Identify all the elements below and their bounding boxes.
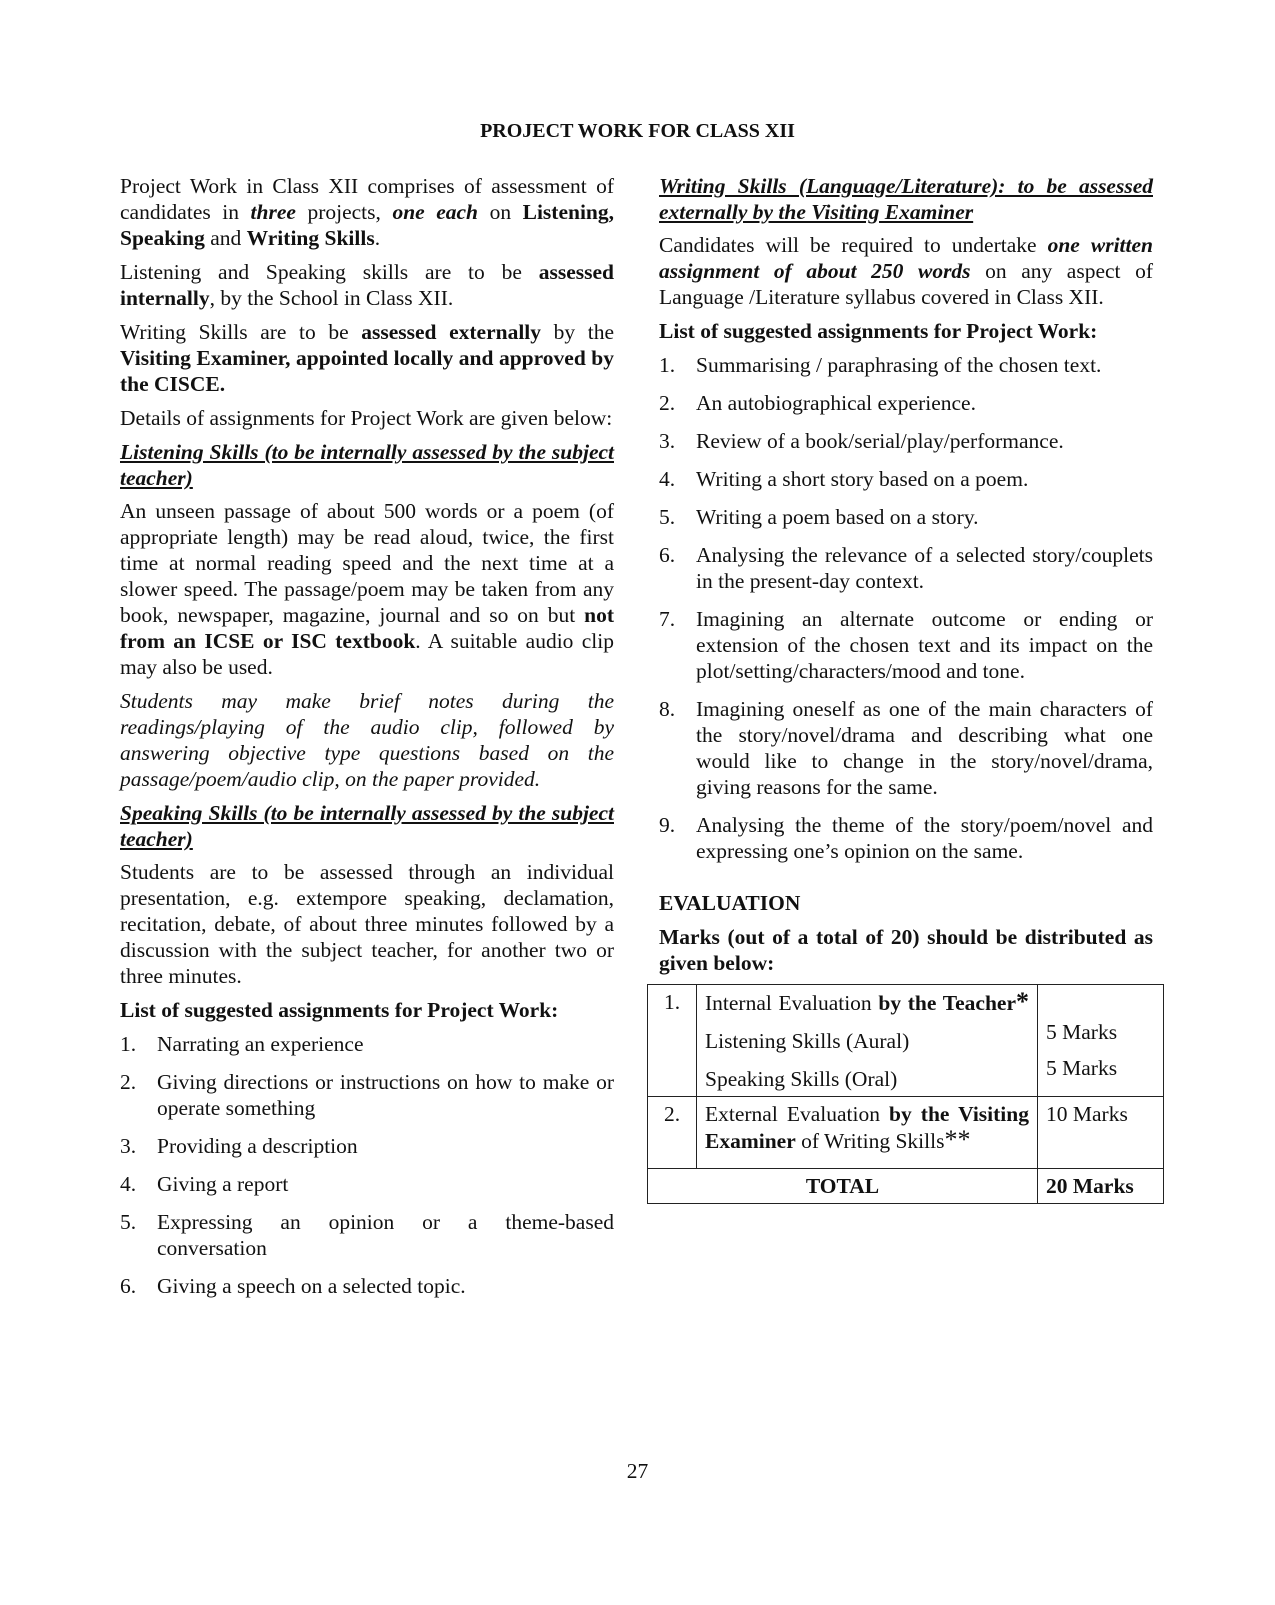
external-marks-cell: 10 Marks — [1038, 1097, 1164, 1169]
internal-evaluation-cell: Internal Evaluation by the Teacher* Listening Skills (Aural) Speaking Skills (Oral) — [697, 985, 1038, 1097]
external-evaluation-cell: External Evaluation by the Visiting Examiner of Writing Skills** — [697, 1097, 1038, 1169]
writing-skills-heading: Writing Skills (Language/Literature): to be assessed externally by the Visiting Examiner — [659, 174, 1153, 224]
listening-note-paragraph: Students may make brief notes during the readings/playing of the audio clip, followed by answering objective type questions based on the passage/poem/audio clip, on the paper provided. — [120, 689, 614, 791]
left-column — [120, 173, 614, 1311]
marks-heading: Marks (out of a total of 20) should be distributed as given below: — [659, 925, 1153, 975]
list-item: 8. Imagining oneself as one of the main characters of the story/novel/drama and describing what one would like to change in the story/novel/drama, giving reasons for the same. — [659, 697, 1153, 799]
listening-skills-paragraph: An unseen passage of about 500 words or a poem (of appropriate length) may be read aloud, twice, the first time at normal reading speed and the next time at a slower speed. The passage/poem may be taken from any book, newspaper, magazine, journal and so on but not from an ICSE or ISC textbook. A suitable audio clip may also be used. — [120, 499, 614, 679]
internal-marks-cell — [1038, 985, 1164, 1097]
page-title: PROJECT WORK FOR CLASS XII — [480, 120, 795, 142]
right-assignments-heading: List of suggested assignments for Project Work: — [659, 319, 1098, 343]
table-row — [648, 1169, 1164, 1204]
row-number: 1. — [648, 985, 697, 1097]
list-item: 5. Writing a poem based on a story. — [659, 505, 979, 529]
table-row — [648, 1097, 1164, 1169]
intro-paragraph: Project Work in Class XII comprises of assessment of candidates in three projects, one each on Listening, Speaking and Writing Skills. — [120, 174, 615, 250]
speaking-skills-subrow: Speaking Skills (Oral) — [705, 1067, 898, 1091]
total-marks: 20 Marks — [1038, 1169, 1164, 1204]
speaking-skills-heading: Speaking Skills (to be internally assessed by the subject teacher) — [120, 801, 614, 851]
speaking-skills-paragraph: Students are to be assessed through an individual presentation, e.g. extempore speaking, declamation, recitation, debate, of about three minutes followed by a discussion with the subject teacher, for another two or three minutes. — [120, 860, 614, 988]
row-number: 2. — [648, 1097, 697, 1169]
left-assignments-heading: List of suggested assignments for Project Work: — [120, 998, 559, 1022]
list-item: 1. Summarising / paraphrasing of the chosen text. — [659, 353, 1102, 377]
total-label: TOTAL — [648, 1169, 1038, 1204]
external-assessment-paragraph: Writing Skills are to be assessed externally by the Visiting Examiner, appointed locally and approved by the CISCE. — [120, 320, 614, 396]
list-item: 3. Review of a book/serial/play/performance. — [659, 429, 1064, 453]
list-item: 4. Giving a report — [120, 1172, 289, 1196]
evaluation-table — [647, 984, 1164, 1204]
listening-skills-heading: Listening Skills (to be internally assessed by the subject teacher) — [120, 440, 614, 490]
internal-assessment-paragraph: Listening and Speaking skills are to be assessed internally, by the School in Class XII. — [120, 260, 614, 310]
listening-skills-subrow: Listening Skills (Aural) — [705, 1029, 910, 1053]
list-item: 6. Giving a speech on a selected topic. — [120, 1274, 466, 1298]
list-item: 9. Analysing the theme of the story/poem/novel and expressing one’s opinion on the same. — [659, 813, 1153, 863]
list-item: 3. Providing a description — [120, 1134, 358, 1158]
list-item: 1. Narrating an experience — [120, 1032, 364, 1056]
list-item: 2. An autobiographical experience. — [659, 391, 976, 415]
listening-marks: 5 Marks — [1046, 1020, 1118, 1044]
table-row — [648, 985, 1164, 1097]
list-item: 2. Giving directions or instructions on how to make or operate something — [120, 1070, 614, 1120]
left-assignments-list — [120, 1031, 614, 1299]
page-number: 27 — [626, 1459, 649, 1483]
list-item: 4. Writing a short story based on a poem. — [659, 467, 1029, 491]
speaking-marks: 5 Marks — [1046, 1056, 1118, 1080]
list-item: 7. Imagining an alternate outcome or ending or extension of the chosen text and its impact on the plot/setting/characters/mood and tone. — [659, 607, 1153, 683]
right-column — [659, 173, 1153, 1204]
list-item: 6. Analysing the relevance of a selected story/couplets in the present-day context. — [659, 543, 1153, 593]
details-paragraph: Details of assignments for Project Work are given below: — [120, 406, 613, 430]
writing-skills-paragraph: Candidates will be required to undertake one written assignment of about 250 words on any aspect of Language /Literature syllabus covered in Class XII. — [659, 233, 1154, 309]
list-item: 5. Expressing an opinion or a theme-based conversation — [120, 1210, 614, 1260]
evaluation-heading: EVALUATION — [659, 891, 801, 915]
right-assignments-list — [659, 352, 1153, 864]
